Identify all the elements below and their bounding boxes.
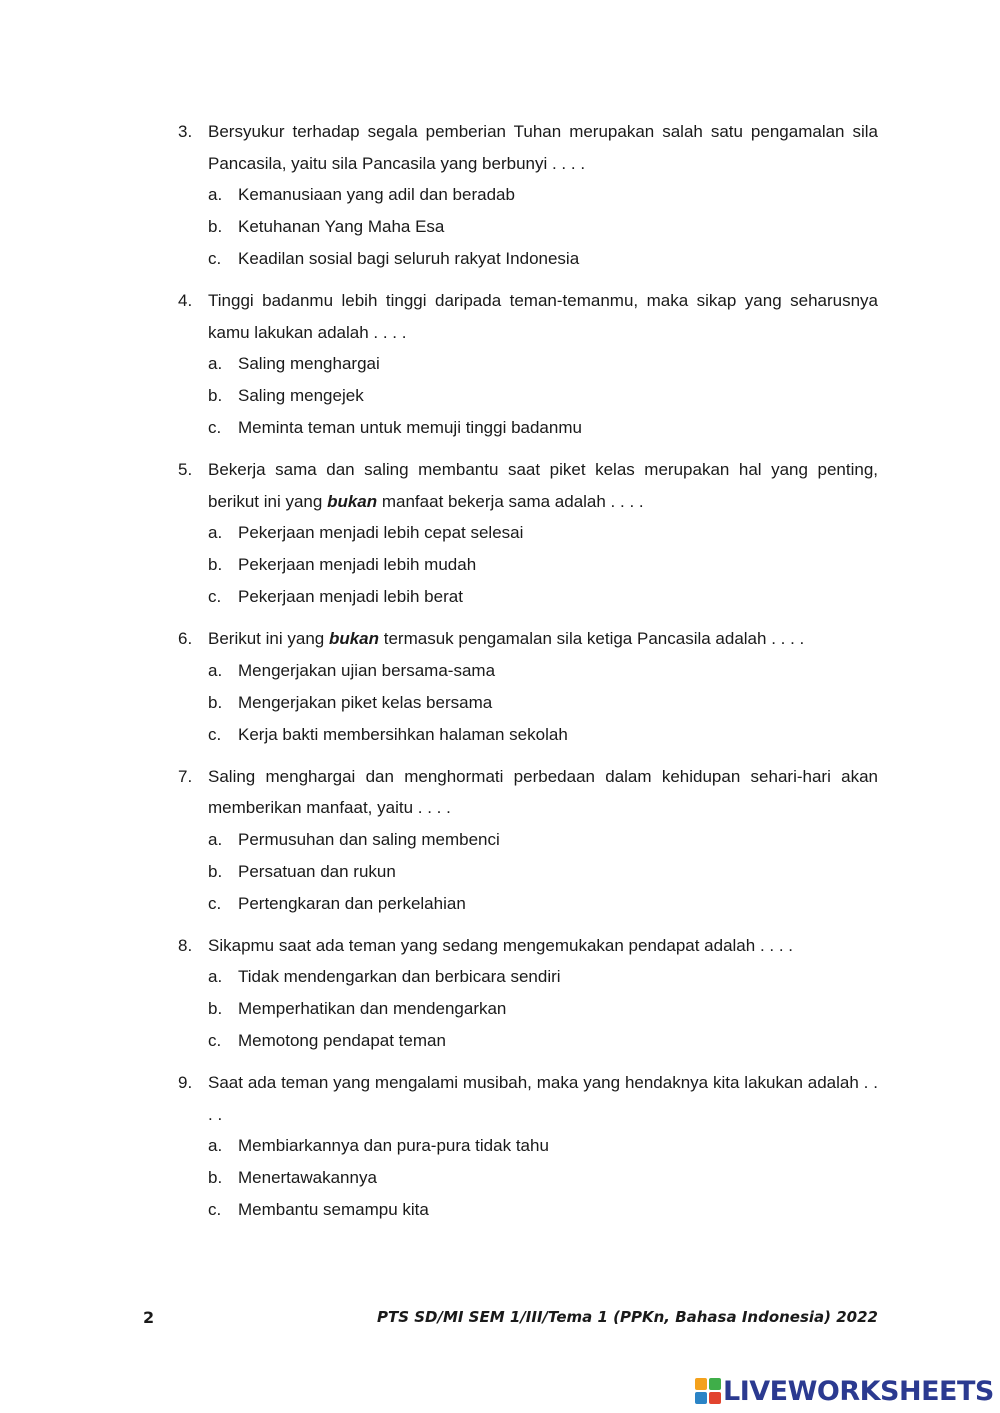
logo-square	[709, 1378, 721, 1390]
option-letter: a.	[208, 523, 223, 542]
option-text: Meminta teman untuk memuji tinggi badanmu	[238, 418, 582, 437]
option-letter: a.	[208, 354, 223, 373]
option-letter: b.	[208, 217, 223, 236]
option-letter: c.	[208, 249, 222, 268]
answer-option	[208, 961, 878, 993]
question-text	[208, 930, 878, 962]
question-number: 3.	[178, 122, 193, 141]
question-text-part: Saling menghargai dan menghormati perbedaan dalam kehidupan sehari-hari akan memberikan manfaat, yaitu . . . .	[208, 766, 878, 817]
question-text	[208, 761, 878, 824]
question-text-part: Berikut ini yang	[208, 629, 329, 648]
answer-option	[208, 687, 878, 719]
option-text: Tidak mendengarkan dan berbicara sendiri	[238, 967, 561, 986]
answer-option	[208, 824, 878, 856]
question-text	[208, 454, 878, 517]
option-text: Memperhatikan dan mendengarkan	[238, 999, 507, 1018]
question-text-part: Saat ada teman yang mengalami musibah, maka yang hendaknya kita lakukan adalah . . . .	[208, 1073, 878, 1124]
option-letter: b.	[208, 1168, 223, 1187]
option-letter: a.	[208, 829, 223, 849]
liveworksheets-logo	[695, 1374, 994, 1408]
question-text	[208, 116, 878, 179]
emphasis-text: bukan	[327, 491, 378, 511]
question-text-part: Sikapmu saat ada teman yang sedang mengemukakan pendapat adalah . . . .	[208, 935, 794, 955]
answer-option	[208, 549, 878, 581]
question-item	[178, 930, 878, 1058]
option-letter: b.	[208, 999, 223, 1018]
option-letter: c.	[208, 418, 222, 437]
option-letter: c.	[208, 1031, 222, 1050]
answer-option	[208, 211, 878, 243]
question-item	[178, 454, 878, 613]
option-letter: a.	[208, 967, 223, 986]
question-text	[208, 1067, 878, 1130]
answer-option	[208, 1194, 878, 1226]
answer-option	[208, 1025, 878, 1057]
question-item	[178, 285, 878, 444]
option-text: Membantu semampu kita	[238, 1200, 429, 1219]
answer-option	[208, 719, 878, 751]
question-number: 4.	[178, 291, 193, 310]
question-list	[178, 116, 878, 1236]
option-text: Membiarkannya dan pura-pura tidak tahu	[238, 1136, 549, 1155]
question-text-part: termasuk pengamalan sila ketiga Pancasila adalah . . . .	[379, 629, 805, 648]
question-text-part: manfaat bekerja sama adalah . . . .	[377, 491, 644, 511]
option-text: Keadilan sosial bagi seluruh rakyat Indonesia	[238, 249, 580, 268]
question-number: 9.	[178, 1073, 193, 1092]
logo-square	[709, 1392, 721, 1404]
option-text: Pekerjaan menjadi lebih mudah	[238, 555, 477, 574]
answer-option	[208, 888, 878, 920]
question-text-part: Tinggi badanmu lebih tinggi daripada teman-temanmu, maka sikap yang seharusnya kamu lakukan adalah . . . .	[208, 291, 878, 342]
question-number: 7.	[178, 766, 193, 786]
option-text: Memotong pendapat teman	[238, 1031, 446, 1050]
brand-name: LIVEWORKSHEETS	[723, 1375, 994, 1407]
question-number: 5.	[178, 460, 193, 479]
question-item	[178, 623, 878, 751]
question-item	[178, 116, 878, 275]
page-number: 2	[143, 1308, 155, 1327]
option-letter: a.	[208, 660, 223, 680]
answer-option	[208, 243, 878, 275]
option-text: Pekerjaan menjadi lebih berat	[238, 587, 463, 606]
option-letter: a.	[208, 1136, 223, 1155]
answer-option	[208, 348, 878, 380]
option-letter: c.	[208, 587, 222, 606]
question-number: 6.	[178, 629, 193, 648]
option-text: Permusuhan dan saling membenci	[238, 829, 500, 849]
option-text: Saling mengejek	[238, 386, 364, 405]
option-letter: c.	[208, 724, 222, 744]
option-text: Kerja bakti membersihkan halaman sekolah	[238, 724, 568, 744]
question-number: 8.	[178, 935, 193, 955]
question-item	[178, 761, 878, 920]
logo-square	[695, 1392, 707, 1404]
answer-option	[208, 856, 878, 888]
option-letter: b.	[208, 692, 223, 712]
answer-option	[208, 412, 878, 444]
answer-option	[208, 1130, 878, 1162]
answer-option	[208, 179, 878, 211]
answer-option	[208, 1162, 878, 1194]
answer-option	[208, 380, 878, 412]
option-letter: b.	[208, 555, 223, 574]
option-letter: c.	[208, 893, 222, 913]
option-letter: a.	[208, 185, 223, 204]
option-text: Pekerjaan menjadi lebih cepat selesai	[238, 523, 524, 542]
option-letter: b.	[208, 861, 223, 881]
option-text: Pertengkaran dan perkelahian	[238, 893, 466, 913]
option-text: Saling menghargai	[238, 354, 380, 373]
option-text: Mengerjakan piket kelas bersama	[238, 692, 493, 712]
option-text: Menertawakannya	[238, 1168, 377, 1187]
page-footer	[0, 1308, 1000, 1332]
logo-square	[695, 1378, 707, 1390]
option-letter: b.	[208, 386, 223, 405]
question-text	[208, 623, 878, 655]
answer-option	[208, 655, 878, 687]
question-item	[178, 1067, 878, 1226]
option-text: Mengerjakan ujian bersama-sama	[238, 660, 496, 680]
question-text	[208, 285, 878, 348]
liveworksheets-logo-icon	[695, 1378, 721, 1404]
answer-option	[208, 581, 878, 613]
question-text-part: Bersyukur terhadap segala pemberian Tuhan merupakan salah satu pengamalan sila Pancasila, yaitu sila Pancasila yang berbunyi . . . .	[208, 122, 878, 173]
option-text: Ketuhanan Yang Maha Esa	[238, 217, 445, 236]
option-text: Kemanusiaan yang adil dan beradab	[238, 185, 515, 204]
answer-option	[208, 517, 878, 549]
question-text-part: Bekerja sama dan saling membantu saat piket kelas merupakan hal yang penting, berikut ini yang	[208, 460, 878, 511]
option-text: Persatuan dan rukun	[238, 861, 396, 881]
emphasis-text: bukan	[328, 629, 380, 648]
answer-option	[208, 993, 878, 1025]
option-letter: c.	[208, 1200, 222, 1219]
footer-text: PTS SD/MI SEM 1/III/Tema 1 (PPKn, Bahasa Indonesia) 2022	[376, 1308, 878, 1326]
